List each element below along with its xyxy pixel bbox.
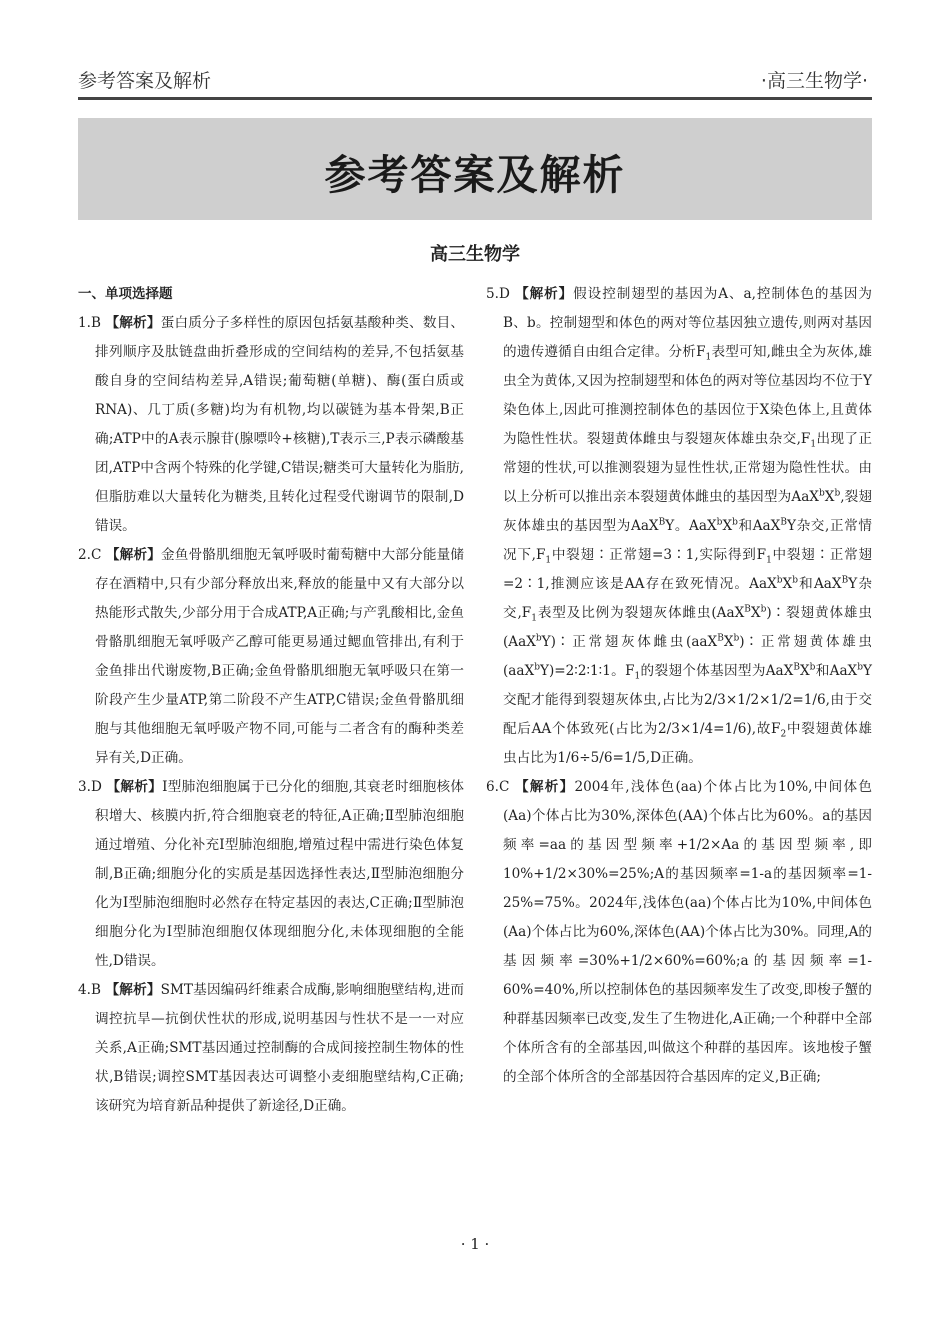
text-run: X	[782, 576, 793, 592]
text-run: 表型及比例为裂翅灰体雌虫(AaX	[536, 605, 745, 621]
allele-superscript: b	[535, 633, 542, 644]
right-column	[486, 280, 872, 1092]
text-run: 中裂翅∶正常翅=3∶1,实际得到F	[551, 547, 767, 563]
text-run: 的裂翅个体基因型为AaX	[640, 663, 794, 679]
allele-superscript: B	[658, 517, 666, 528]
allele-superscript: B	[841, 575, 849, 586]
text-run: 中裂翅∶正常翅=2∶1,推测应该是AA存在致死情况。AaX	[503, 547, 872, 592]
text-run: X	[799, 663, 810, 679]
text-run: X	[722, 518, 733, 534]
subject-subtitle: 高三生物学	[430, 244, 520, 265]
allele-superscript: b	[834, 488, 841, 499]
answer-item-3: 3.D 【解析】Ⅰ型肺泡细胞属于已分化的细胞,其衰老时细胞核体积增大、核膜内折,符合细胞衰老的特征,A正确;Ⅱ型肺泡细胞通过增殖、分化补充Ⅰ型肺泡细胞,增殖过程中需进行染色体复制,B正确;细胞分化的实质是基因选择性表达,Ⅱ型肺泡细胞分化为Ⅰ型肺泡细胞时必然存在特定基因的表达,C正确;Ⅱ型肺泡细胞分化为Ⅰ型肺泡细胞仅体现细胞分化,未体现细胞的全能性,D错误。	[78, 779, 465, 969]
allele-superscript: b	[792, 575, 798, 586]
generation-subscript: 1	[766, 555, 772, 566]
answer-item-5: 5.D 【解析】假设控制翅型的基因为A、a,控制体色的基因为B、b。控制翅型和体色的两对等位基因独立遗传,则两对基因的遗传遵循自由组合定律。分析$F_1$表型可知,雌虫全为灰体,雄虫全为黄体,又因为控制翅型和体色的两对等位基因均不位于Y染色体上,因此可推测控制体色的基因位于X染色体上,且黄体为隐性性状。裂翅黄体雌虫与裂翅灰体雄虫杂交$,F_1$出现了正常翅的性状,可以推测裂翅为显性性状,正常翅为隐性性状。由以上分析可以推出亲本裂翅黄体雌虫的基因型为$AaX^bX^b$,裂翅灰体雄虫的基因型为AaX$^B$Y。$AaX^bX^b$和AaX$^B$Y杂交,正常情况下$,F_1$中裂翅∶正常翅=3∶1,实际得到$F_1$中裂翅∶正常翅=2∶1,推测应该是AA存在致死情况。$AaX^bX^b$和AaX$^B$Y杂交$,F_1$表型及比例为裂翅灰体雌虫$(AaX^BX^b)∶$裂翅黄体雄虫(AaX$^b$Y)∶正常翅灰体雌虫$(aaX^BX^b)∶$正常翅黄体雄虫(aaX$^b$Y)=2∶2∶1∶1。$F_1$的裂翅个体基因型为$AaX^BX^b$和AaX$^b$Y交配才能得到裂翅灰体虫,占比为2/3×1/2×1/2=1/6,由于交配后AA个体致死(占比为2/3×1/4=1/6),故$F_2$中裂翅黄体雄虫占比为1/6÷5/6=1/5,D正确。	[486, 286, 873, 766]
generation-subscript: 1	[634, 671, 641, 682]
text-run: ,裂翅灰体雄虫的基因型为AaX	[503, 489, 872, 534]
allele-superscript: b	[534, 662, 540, 673]
text-run: Y交配才能得到裂翅灰体虫,占比为2/3×1/2×1/2=1/6,由于交配后AA个体致死(占比为2/3×1/4=1/6),故F	[503, 663, 872, 737]
allele-superscript: b	[760, 604, 767, 615]
running-header-right: ·高三生物学·	[760, 70, 868, 92]
allele-superscript: B	[744, 604, 751, 615]
answer-item-1: 1.B 【解析】蛋白质分子多样性的原因包括氨基酸种类、数目、排列顺序及肽链盘曲折叠形成的空间结构的差异,不包括氨基酸自身的空间结构差异,A错误;葡萄糖(单糖)、酶(蛋白质或RNA)、几丁质(多糖)均为有机物,均以碳链为基本骨架,B正确;ATP中的A表示腺苷(腺嘌呤+核糖),T表示三,P表示磷酸基团,ATP中含两个特殊的化学键,C错误;糖类可大量转化为脂肪,但脂肪难以大量转化为糖类,且转化过程受代谢调节的限制,D错误。	[78, 315, 465, 534]
text-run: Y。AaX	[665, 518, 717, 534]
answer-item-4: 4.B 【解析】SMT基因编码纤维素合成酶,影响细胞壁结构,进而调控抗旱—抗倒伏性状的形成,说明基因与性状不是一一对应关系,A正确;SMT基因通过控制酶的合成间接控制生物体的性状,B错误;调控SMT基因表达可调整小麦细胞壁结构,C正确;该研究为培育新品种提供了新途径,D正确。	[78, 982, 465, 1114]
answer-item-2: 2.C 【解析】金鱼骨骼肌细胞无氧呼吸时葡萄糖中大部分能量储存在酒精中,只有少部分释放出来,释放的能量中又有大部分以热能形式散失,少部分用于合成ATP,A正确;与产乳酸相比,金鱼骨骼肌细胞无氧呼吸产乙醇可能更易通过鳃血管排出,有利于金鱼排出代谢废物,B正确;金鱼骨骼肌细胞无氧呼吸只在第一阶段产生少量ATP,第二阶段不产生ATP,C错误;金鱼骨骼肌细胞与其他细胞无氧呼吸产物不同,可能与二者含有的酶种类差异有关,D正确。	[78, 547, 465, 766]
allele-superscript: B	[780, 517, 787, 528]
generation-subscript: 1	[810, 439, 817, 450]
answer-item-5-text	[503, 286, 872, 766]
text-run: Y)=2∶2∶1∶1。F	[539, 663, 635, 679]
left-column	[78, 280, 464, 1121]
text-run: X	[750, 605, 761, 621]
generation-subscript: 2	[780, 729, 787, 740]
text-run: )∶正常翅黄体雄虫(aaX	[503, 634, 873, 679]
text-run: 中裂翅黄体雄虫占比为1/6÷5/6=1/5,D正确。	[503, 721, 872, 766]
text-run: Y杂交,F	[503, 576, 872, 621]
section-heading: 一、单项选择题	[78, 286, 173, 302]
text-run: 假设控制翅型的基因为A、a,控制体色的基因为B、b。控制翅型和体色的两对等位基因独立遗传,则两对基因的遗传遵循自由组合定律。分析F	[503, 286, 873, 360]
text-run: 出现了正常翅的性状,可以推测裂翅为显性性状,正常翅为隐性性状。由以上分析可以推出亲本裂翅黄体雌虫的基因型为AaX	[503, 431, 872, 505]
allele-superscript: B	[793, 662, 800, 673]
running-header-left: 参考答案及解析	[78, 70, 212, 92]
allele-superscript: b	[733, 633, 740, 644]
allele-superscript: b	[776, 575, 783, 586]
allele-superscript: b	[732, 517, 738, 528]
text-run: 和AaX	[815, 663, 858, 679]
allele-superscript: b	[809, 662, 816, 673]
text-run: 和AaX	[737, 518, 781, 534]
generation-subscript: 1	[531, 613, 537, 624]
answer-item-6: 6.C 【解析】2004年,浅体色(aa)个体占比为10%,中间体色(Aa)个体占比为30%,深体色(AA)个体占比为60%。a的基因频率=aa的基因型频率+1/2×Aa的基因型频率,即10%+1/2×30%=25%;A的基因频率=1-a的基因频率=1-25%=75%。2024年,浅体色(aa)个体占比为10%,中间体色(Aa)个体占比为60%,深体色(AA)个体占比为30%。同理,A的基因频率=30%+1/2×60%=60%;a的基因频率=1-60%=40%,所以控制体色的基因频率发生了改变,即梭子蟹的种群基因频率已改变,发生了生物进化,A正确;一个种群中全部个体所含有的全部基因,叫做这个种群的基因库。该地梭子蟹的全部个体所含的全部基因符合基因库的定义,B正确;	[486, 779, 872, 1085]
text-run: Y杂交,正常情况下,F	[503, 518, 873, 563]
allele-superscript: b	[857, 662, 863, 673]
text-run: X	[824, 489, 835, 505]
text-run: )∶裂翅黄体雄虫(AaX	[503, 605, 872, 650]
page-title: 参考答案及解析	[324, 151, 626, 199]
text-run: 表型可知,雌虫全为灰体,雄虫全为黄体,又因为控制翅型和体色的两对等位基因均不位于Y染色体上,因此可推测控制体色的基因位于X染色体上,且黄体为隐性性状。裂翅黄体雌虫与裂翅灰体雄虫杂交,F	[503, 344, 872, 447]
generation-subscript: 1	[705, 352, 712, 363]
allele-superscript: b	[716, 517, 723, 528]
text-run: 和AaX	[797, 576, 842, 592]
text-run: Y)∶正常翅灰体雌虫(aaX	[541, 634, 718, 650]
allele-superscript: b	[818, 488, 825, 499]
header-rule	[78, 97, 872, 100]
text-run: X	[723, 634, 734, 650]
generation-subscript: 1	[545, 555, 552, 566]
allele-superscript: B	[717, 633, 724, 644]
page-number: · 1 ·	[460, 1235, 490, 1253]
title-band	[78, 118, 872, 220]
